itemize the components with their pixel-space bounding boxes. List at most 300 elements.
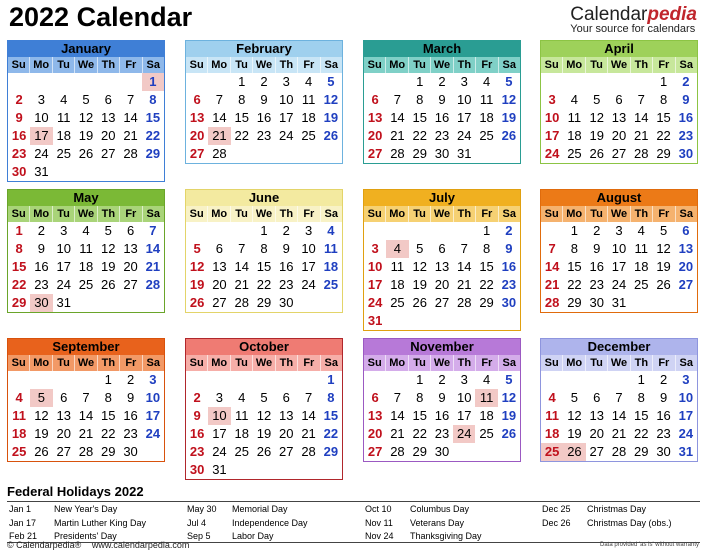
- day-cell[interactable]: 7: [304, 390, 313, 405]
- day-cell[interactable]: 16: [434, 408, 450, 423]
- day-cell[interactable]: 31: [34, 164, 49, 179]
- day-cell[interactable]: 25: [234, 444, 249, 459]
- day-cell[interactable]: 20: [367, 426, 383, 441]
- day-cell[interactable]: 22: [567, 277, 582, 292]
- day-cell[interactable]: 25: [78, 277, 94, 292]
- day-cell[interactable]: 17: [56, 259, 71, 274]
- day-cell[interactable]: 8: [570, 241, 579, 256]
- day-cell[interactable]: 29: [145, 146, 161, 161]
- day-cell[interactable]: 23: [434, 426, 450, 441]
- day-cell[interactable]: 1: [482, 223, 491, 238]
- day-cell[interactable]: 18: [634, 259, 649, 274]
- day-cell[interactable]: 15: [412, 110, 427, 125]
- day-cell[interactable]: 30: [189, 462, 205, 477]
- day-cell[interactable]: 12: [256, 408, 272, 423]
- day-cell[interactable]: 25: [56, 146, 71, 161]
- day-cell[interactable]: 21: [208, 127, 230, 145]
- day-cell[interactable]: 1: [260, 223, 268, 238]
- day-cell[interactable]: 25: [634, 277, 649, 292]
- day-cell[interactable]: 9: [193, 408, 201, 423]
- day-cell[interactable]: 26: [412, 295, 427, 310]
- day-cell[interactable]: 12: [567, 408, 582, 423]
- day-cell[interactable]: 10: [457, 92, 472, 107]
- day-cell[interactable]: 26: [501, 426, 517, 441]
- day-cell[interactable]: 3: [37, 92, 46, 107]
- day-cell[interactable]: 18: [301, 110, 316, 125]
- day-cell[interactable]: 1: [238, 74, 246, 89]
- day-cell[interactable]: 9: [282, 241, 290, 256]
- day-cell[interactable]: 11: [234, 408, 249, 423]
- day-cell[interactable]: 28: [390, 444, 405, 459]
- day-cell[interactable]: 2: [15, 92, 23, 107]
- day-cell[interactable]: 3: [215, 390, 224, 405]
- day-cell[interactable]: 13: [434, 259, 450, 274]
- day-cell[interactable]: 29: [412, 444, 427, 459]
- day-cell[interactable]: 14: [78, 408, 94, 423]
- day-cell[interactable]: 22: [234, 128, 249, 143]
- day-cell[interactable]: 1: [327, 372, 335, 387]
- day-cell[interactable]: 27: [101, 146, 116, 161]
- day-cell[interactable]: 29: [479, 295, 494, 310]
- day-cell[interactable]: 30: [678, 146, 694, 161]
- day-cell[interactable]: 14: [234, 259, 249, 274]
- day-cell[interactable]: 1: [416, 74, 424, 89]
- day-cell[interactable]: 12: [501, 92, 517, 107]
- day-cell[interactable]: 26: [101, 277, 116, 292]
- day-cell[interactable]: 21: [390, 128, 405, 143]
- day-cell[interactable]: 25: [541, 443, 563, 461]
- day-cell[interactable]: 2: [505, 223, 513, 238]
- day-cell[interactable]: 28: [123, 146, 138, 161]
- day-cell[interactable]: 19: [189, 277, 205, 292]
- day-cell[interactable]: 10: [145, 390, 161, 405]
- day-cell[interactable]: 16: [11, 128, 27, 143]
- day-cell[interactable]: 23: [589, 277, 604, 292]
- day-cell[interactable]: 23: [656, 426, 671, 441]
- day-cell[interactable]: 26: [256, 444, 272, 459]
- day-cell[interactable]: 20: [434, 277, 450, 292]
- day-cell[interactable]: 9: [260, 92, 268, 107]
- day-cell[interactable]: 27: [434, 295, 450, 310]
- day-cell[interactable]: 28: [457, 295, 472, 310]
- day-cell[interactable]: 3: [282, 74, 290, 89]
- day-cell[interactable]: 12: [589, 110, 604, 125]
- day-cell[interactable]: 24: [145, 426, 161, 441]
- day-cell[interactable]: 17: [544, 128, 560, 143]
- day-cell[interactable]: 8: [637, 390, 645, 405]
- day-cell[interactable]: 17: [301, 259, 316, 274]
- day-cell[interactable]: 5: [416, 241, 424, 256]
- day-cell[interactable]: 22: [11, 277, 27, 292]
- day-cell[interactable]: 5: [570, 390, 579, 405]
- day-cell[interactable]: 3: [460, 74, 468, 89]
- day-cell[interactable]: 19: [656, 259, 671, 274]
- day-cell[interactable]: 25: [11, 444, 27, 459]
- day-cell[interactable]: 11: [301, 92, 316, 107]
- day-cell[interactable]: 5: [193, 241, 201, 256]
- day-cell[interactable]: 31: [212, 462, 227, 477]
- day-cell[interactable]: 19: [101, 259, 116, 274]
- day-cell[interactable]: 9: [682, 92, 690, 107]
- day-cell[interactable]: 3: [371, 241, 379, 256]
- day-cell[interactable]: 7: [460, 241, 468, 256]
- day-cell[interactable]: 27: [189, 146, 205, 161]
- day-cell[interactable]: 5: [104, 223, 112, 238]
- day-cell[interactable]: 22: [145, 128, 161, 143]
- day-cell[interactable]: 18: [479, 408, 494, 423]
- day-cell[interactable]: 5: [260, 390, 268, 405]
- day-cell[interactable]: 18: [11, 426, 27, 441]
- day-cell[interactable]: 26: [34, 444, 49, 459]
- day-cell[interactable]: 19: [256, 426, 272, 441]
- day-cell[interactable]: 24: [544, 146, 560, 161]
- day-cell[interactable]: 11: [475, 389, 497, 407]
- day-cell[interactable]: 20: [56, 426, 71, 441]
- day-cell[interactable]: 1: [104, 372, 112, 387]
- day-cell[interactable]: 11: [634, 241, 649, 256]
- day-cell[interactable]: 18: [56, 128, 71, 143]
- day-cell[interactable]: 13: [589, 408, 604, 423]
- day-cell[interactable]: 4: [637, 223, 645, 238]
- day-cell[interactable]: 26: [323, 128, 339, 143]
- day-cell[interactable]: 13: [101, 110, 116, 125]
- day-cell[interactable]: 6: [593, 390, 601, 405]
- day-cell[interactable]: 29: [11, 295, 27, 310]
- day-cell[interactable]: 16: [589, 259, 604, 274]
- day-cell[interactable]: 11: [567, 110, 582, 125]
- day-cell[interactable]: 6: [126, 223, 135, 238]
- day-cell[interactable]: 16: [279, 259, 294, 274]
- day-cell[interactable]: 4: [386, 240, 408, 258]
- day-cell[interactable]: 30: [11, 164, 27, 179]
- day-cell[interactable]: 6: [371, 390, 379, 405]
- day-cell[interactable]: 16: [189, 426, 205, 441]
- day-cell[interactable]: 14: [390, 408, 405, 423]
- day-cell[interactable]: 17: [678, 408, 694, 423]
- day-cell[interactable]: 7: [82, 390, 90, 405]
- day-cell[interactable]: 28: [145, 277, 161, 292]
- day-cell[interactable]: 7: [126, 92, 135, 107]
- day-cell[interactable]: 29: [567, 295, 582, 310]
- day-cell[interactable]: 20: [678, 259, 694, 274]
- day-cell[interactable]: 2: [593, 223, 601, 238]
- day-cell[interactable]: 25: [479, 128, 494, 143]
- day-cell[interactable]: 8: [15, 241, 23, 256]
- day-cell[interactable]: 9: [505, 241, 513, 256]
- day-cell[interactable]: 20: [101, 128, 116, 143]
- day-cell[interactable]: 19: [501, 408, 517, 423]
- day-cell[interactable]: 25: [323, 277, 339, 292]
- day-cell[interactable]: 12: [101, 241, 116, 256]
- day-cell[interactable]: 15: [11, 259, 27, 274]
- day-cell[interactable]: 10: [208, 407, 230, 425]
- day-cell[interactable]: 15: [101, 408, 116, 423]
- day-cell[interactable]: 26: [189, 295, 205, 310]
- day-cell[interactable]: 22: [323, 426, 339, 441]
- day-cell[interactable]: 6: [282, 390, 290, 405]
- day-cell[interactable]: 31: [367, 313, 383, 328]
- day-cell[interactable]: 28: [212, 146, 227, 161]
- day-cell[interactable]: 8: [238, 92, 246, 107]
- day-cell[interactable]: 30: [434, 146, 450, 161]
- day-cell[interactable]: 16: [434, 110, 450, 125]
- day-cell[interactable]: 22: [479, 277, 494, 292]
- day-cell[interactable]: 26: [78, 146, 94, 161]
- day-cell[interactable]: 15: [656, 110, 671, 125]
- day-cell[interactable]: 21: [78, 426, 94, 441]
- day-cell[interactable]: 2: [438, 372, 446, 387]
- day-cell[interactable]: 23: [11, 146, 27, 161]
- day-cell[interactable]: 2: [37, 223, 46, 238]
- day-cell[interactable]: 14: [544, 259, 560, 274]
- day-cell[interactable]: 7: [548, 241, 556, 256]
- day-cell[interactable]: 2: [193, 390, 201, 405]
- day-cell[interactable]: 14: [611, 408, 627, 423]
- day-cell[interactable]: 3: [149, 372, 157, 387]
- day-cell[interactable]: 29: [323, 444, 339, 459]
- day-cell[interactable]: 17: [279, 110, 294, 125]
- day-cell[interactable]: 12: [656, 241, 671, 256]
- day-cell[interactable]: 21: [457, 277, 472, 292]
- day-cell[interactable]: 6: [682, 223, 690, 238]
- day-cell[interactable]: 18: [323, 259, 339, 274]
- day-cell[interactable]: 11: [390, 259, 405, 274]
- day-cell[interactable]: 6: [438, 241, 446, 256]
- day-cell[interactable]: 24: [611, 277, 627, 292]
- day-cell[interactable]: 8: [416, 92, 424, 107]
- day-cell[interactable]: 28: [390, 146, 405, 161]
- day-cell[interactable]: 12: [412, 259, 427, 274]
- day-cell[interactable]: 10: [367, 259, 383, 274]
- day-cell[interactable]: 6: [615, 92, 623, 107]
- day-cell[interactable]: 24: [301, 277, 316, 292]
- day-cell[interactable]: 21: [611, 426, 627, 441]
- day-cell[interactable]: 23: [678, 128, 694, 143]
- day-cell[interactable]: 1: [142, 73, 164, 91]
- day-cell[interactable]: 9: [438, 92, 446, 107]
- day-cell[interactable]: 17: [30, 127, 52, 145]
- day-cell[interactable]: 2: [682, 74, 690, 89]
- day-cell[interactable]: 27: [279, 444, 294, 459]
- day-cell[interactable]: 19: [501, 110, 517, 125]
- day-cell[interactable]: 23: [501, 277, 517, 292]
- day-cell[interactable]: 9: [438, 390, 446, 405]
- day-cell[interactable]: 8: [149, 92, 157, 107]
- day-cell[interactable]: 31: [678, 444, 694, 459]
- day-cell[interactable]: 5: [505, 74, 513, 89]
- day-cell[interactable]: 1: [570, 223, 579, 238]
- day-cell[interactable]: 26: [563, 443, 585, 461]
- day-cell[interactable]: 23: [189, 444, 205, 459]
- day-cell[interactable]: 20: [611, 128, 627, 143]
- day-cell[interactable]: 28: [78, 444, 94, 459]
- day-cell[interactable]: 14: [634, 110, 649, 125]
- day-cell[interactable]: 13: [212, 259, 227, 274]
- day-cell[interactable]: 10: [279, 92, 294, 107]
- day-cell[interactable]: 5: [593, 92, 601, 107]
- day-cell[interactable]: 13: [56, 408, 71, 423]
- day-cell[interactable]: 28: [634, 146, 649, 161]
- day-cell[interactable]: 9: [593, 241, 601, 256]
- day-cell[interactable]: 18: [479, 110, 494, 125]
- day-cell[interactable]: 25: [567, 146, 582, 161]
- day-cell[interactable]: 10: [301, 241, 316, 256]
- day-cell[interactable]: 4: [548, 390, 556, 405]
- day-cell[interactable]: 13: [189, 110, 205, 125]
- day-cell[interactable]: 13: [367, 408, 383, 423]
- day-cell[interactable]: 23: [34, 277, 49, 292]
- day-cell[interactable]: 20: [367, 128, 383, 143]
- day-cell[interactable]: 8: [260, 241, 268, 256]
- day-cell[interactable]: 14: [301, 408, 316, 423]
- day-cell[interactable]: 11: [479, 92, 494, 107]
- day-cell[interactable]: 22: [101, 426, 116, 441]
- day-cell[interactable]: 21: [634, 128, 649, 143]
- day-cell[interactable]: 9: [15, 110, 23, 125]
- day-cell[interactable]: 4: [327, 223, 335, 238]
- day-cell[interactable]: 15: [567, 259, 582, 274]
- day-cell[interactable]: 3: [682, 372, 690, 387]
- day-cell[interactable]: 2: [282, 223, 290, 238]
- day-cell[interactable]: 19: [78, 128, 94, 143]
- day-cell[interactable]: 20: [123, 259, 138, 274]
- day-cell[interactable]: 2: [438, 74, 446, 89]
- day-cell[interactable]: 10: [34, 110, 49, 125]
- day-cell[interactable]: 27: [212, 295, 227, 310]
- day-cell[interactable]: 24: [453, 425, 475, 443]
- day-cell[interactable]: 4: [570, 92, 579, 107]
- day-cell[interactable]: 11: [12, 408, 27, 423]
- day-cell[interactable]: 17: [367, 277, 383, 292]
- day-cell[interactable]: 19: [34, 426, 49, 441]
- day-cell[interactable]: 23: [279, 277, 294, 292]
- day-cell[interactable]: 15: [634, 408, 649, 423]
- day-cell[interactable]: 23: [256, 128, 272, 143]
- day-cell[interactable]: 28: [544, 295, 560, 310]
- day-cell[interactable]: 17: [212, 426, 227, 441]
- day-cell[interactable]: 7: [238, 241, 246, 256]
- day-cell[interactable]: 9: [37, 241, 46, 256]
- day-cell[interactable]: 14: [212, 110, 227, 125]
- day-cell[interactable]: 24: [457, 128, 472, 143]
- day-cell[interactable]: 27: [56, 444, 71, 459]
- day-cell[interactable]: 8: [659, 92, 668, 107]
- day-cell[interactable]: 14: [123, 110, 138, 125]
- day-cell[interactable]: 16: [501, 259, 517, 274]
- day-cell[interactable]: 29: [656, 146, 671, 161]
- day-cell[interactable]: 15: [145, 110, 161, 125]
- day-cell[interactable]: 29: [412, 146, 427, 161]
- day-cell[interactable]: 9: [126, 390, 135, 405]
- day-cell[interactable]: 10: [611, 241, 627, 256]
- day-cell[interactable]: 18: [544, 426, 560, 441]
- day-cell[interactable]: 24: [678, 426, 694, 441]
- day-cell[interactable]: 29: [101, 444, 116, 459]
- day-cell[interactable]: 13: [678, 241, 694, 256]
- day-cell[interactable]: 25: [301, 128, 316, 143]
- day-cell[interactable]: 13: [123, 241, 138, 256]
- day-cell[interactable]: 1: [637, 372, 645, 387]
- day-cell[interactable]: 7: [149, 223, 157, 238]
- day-cell[interactable]: 28: [234, 295, 249, 310]
- day-cell[interactable]: 21: [145, 259, 161, 274]
- day-cell[interactable]: 5: [327, 74, 335, 89]
- day-cell[interactable]: 18: [390, 277, 405, 292]
- day-cell[interactable]: 14: [390, 110, 405, 125]
- day-cell[interactable]: 2: [659, 372, 668, 387]
- day-cell[interactable]: 14: [457, 259, 472, 274]
- day-cell[interactable]: 4: [60, 92, 68, 107]
- day-cell[interactable]: 27: [367, 444, 383, 459]
- day-cell[interactable]: 30: [656, 444, 671, 459]
- day-cell[interactable]: 26: [589, 146, 604, 161]
- day-cell[interactable]: 30: [123, 444, 138, 459]
- day-cell[interactable]: 6: [193, 92, 201, 107]
- day-cell[interactable]: 23: [434, 128, 450, 143]
- day-cell[interactable]: 11: [323, 241, 338, 256]
- day-cell[interactable]: 20: [212, 277, 227, 292]
- day-cell[interactable]: 3: [615, 223, 623, 238]
- day-cell[interactable]: 24: [367, 295, 383, 310]
- day-cell[interactable]: 20: [189, 128, 205, 143]
- day-cell[interactable]: 7: [393, 390, 402, 405]
- day-cell[interactable]: 25: [390, 295, 405, 310]
- day-cell[interactable]: 21: [234, 277, 249, 292]
- day-cell[interactable]: 21: [301, 426, 316, 441]
- day-cell[interactable]: 22: [256, 277, 272, 292]
- day-cell[interactable]: 28: [611, 444, 627, 459]
- day-cell[interactable]: 19: [412, 277, 427, 292]
- day-cell[interactable]: 8: [482, 241, 491, 256]
- day-cell[interactable]: 13: [611, 110, 627, 125]
- day-cell[interactable]: 30: [279, 295, 294, 310]
- day-cell[interactable]: 10: [56, 241, 71, 256]
- day-cell[interactable]: 20: [589, 426, 604, 441]
- day-cell[interactable]: 16: [656, 408, 671, 423]
- day-cell[interactable]: 22: [634, 426, 649, 441]
- day-cell[interactable]: 15: [234, 110, 249, 125]
- day-cell[interactable]: 16: [123, 408, 138, 423]
- day-cell[interactable]: 27: [611, 146, 627, 161]
- day-cell[interactable]: 19: [589, 128, 604, 143]
- day-cell[interactable]: 10: [544, 110, 560, 125]
- day-cell[interactable]: 6: [104, 92, 112, 107]
- day-cell[interactable]: 1: [659, 74, 668, 89]
- day-cell[interactable]: 7: [393, 92, 402, 107]
- day-cell[interactable]: 16: [678, 110, 694, 125]
- day-cell[interactable]: 6: [371, 92, 379, 107]
- day-cell[interactable]: 7: [615, 390, 623, 405]
- day-cell[interactable]: 31: [457, 146, 472, 161]
- day-cell[interactable]: 26: [656, 277, 671, 292]
- day-cell[interactable]: 13: [279, 408, 294, 423]
- day-cell[interactable]: 5: [505, 372, 513, 387]
- day-cell[interactable]: 21: [390, 426, 405, 441]
- day-cell[interactable]: 27: [589, 444, 604, 459]
- footer-url[interactable]: www.calendarpedia.com: [91, 540, 190, 550]
- day-cell[interactable]: 15: [256, 259, 272, 274]
- day-cell[interactable]: 27: [367, 146, 383, 161]
- day-cell[interactable]: 12: [501, 390, 517, 405]
- day-cell[interactable]: 22: [412, 426, 427, 441]
- day-cell[interactable]: 16: [256, 110, 272, 125]
- day-cell[interactable]: 1: [416, 372, 424, 387]
- day-cell[interactable]: 12: [78, 110, 94, 125]
- day-cell[interactable]: 17: [457, 408, 472, 423]
- day-cell[interactable]: 8: [416, 390, 424, 405]
- day-cell[interactable]: 1: [15, 223, 23, 238]
- day-cell[interactable]: 14: [145, 241, 161, 256]
